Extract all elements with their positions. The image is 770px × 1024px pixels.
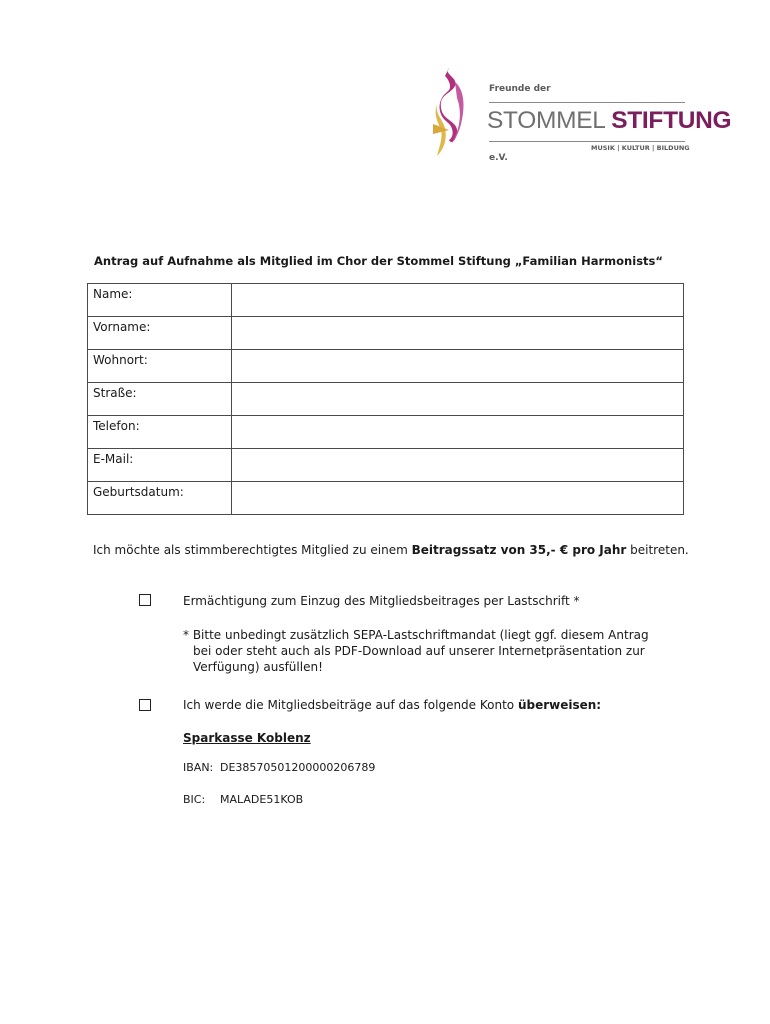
form-row — [88, 383, 684, 416]
bic-row — [183, 793, 303, 806]
sepa-note-line: * Bitte unbedingt zusätzlich SEPA-Lastschriftmandat (liegt ggf. diesem Antrag — [183, 628, 649, 642]
flame-logo-icon — [425, 64, 485, 164]
firstname-input-cell[interactable] — [232, 317, 684, 350]
form-row — [88, 416, 684, 449]
form-row — [88, 350, 684, 383]
form-row — [88, 482, 684, 515]
iban-label: IBAN: — [183, 761, 214, 774]
logo-wordmark — [487, 107, 731, 135]
document-title: Antrag auf Aufnahme als Mitglied im Chor der Stommel Stiftung „Familian Harmonists“ — [94, 254, 663, 268]
bank-transfer-emphasis: überweisen: — [517, 698, 602, 712]
field-label: Geburtsdatum: — [88, 482, 232, 515]
bank-name: Sparkasse Koblenz — [183, 731, 311, 745]
street-input-cell[interactable] — [232, 383, 684, 416]
logo-wordmark-part1: STOMMEL — [487, 107, 612, 134]
bank-transfer-label — [183, 698, 601, 712]
form-row — [88, 449, 684, 482]
logo-suffix: e.V. — [489, 153, 508, 163]
membership-text-pre: Ich möchte als stimmberechtigtes Mitglied zu einem — [93, 543, 412, 557]
field-label: Name: — [88, 284, 232, 317]
foundation-logo — [425, 64, 732, 174]
field-label: Wohnort: — [88, 350, 232, 383]
field-label: Straße: — [88, 383, 232, 416]
bic-label: BIC: — [183, 793, 206, 806]
form-row — [88, 317, 684, 350]
bank-transfer-checkbox[interactable] — [139, 699, 151, 711]
sepa-note-line: bei oder steht auch als PDF-Download auf unserer Internetpräsentation zur — [193, 644, 645, 658]
logo-divider — [489, 102, 685, 103]
membership-text-post: beitreten. — [626, 543, 689, 557]
logo-tagline: MUSIK | KULTUR | BILDUNG — [591, 144, 690, 152]
bank-transfer-text: Ich werde die Mitgliedsbeiträge auf das folgende Konto — [183, 698, 518, 712]
iban-value: DE38570501200000206789 — [220, 761, 376, 774]
applicant-form-table — [87, 283, 684, 515]
field-label: Telefon: — [88, 416, 232, 449]
city-input-cell[interactable] — [232, 350, 684, 383]
logo-wordmark-part2: STIFTUNG — [611, 107, 732, 134]
direct-debit-label: Ermächtigung zum Einzug des Mitgliedsbeitrages per Lastschrift * — [183, 594, 580, 608]
iban-row — [183, 761, 375, 774]
field-label: Vorname: — [88, 317, 232, 350]
name-input-cell[interactable] — [232, 284, 684, 317]
logo-divider-bottom — [489, 141, 685, 142]
direct-debit-checkbox[interactable] — [139, 594, 151, 606]
bic-value: MALADE51KOB — [220, 793, 304, 806]
membership-fee: Beitragssatz von 35,- € pro Jahr — [411, 543, 627, 557]
form-row — [88, 284, 684, 317]
sepa-note — [183, 627, 673, 675]
email-input-cell[interactable] — [232, 449, 684, 482]
sepa-note-line: Verfügung) ausfüllen! — [193, 660, 323, 674]
phone-input-cell[interactable] — [232, 416, 684, 449]
membership-statement — [93, 543, 689, 557]
field-label: E-Mail: — [88, 449, 232, 482]
logo-prefix: Freunde der — [489, 84, 551, 94]
birthdate-input-cell[interactable] — [232, 482, 684, 515]
